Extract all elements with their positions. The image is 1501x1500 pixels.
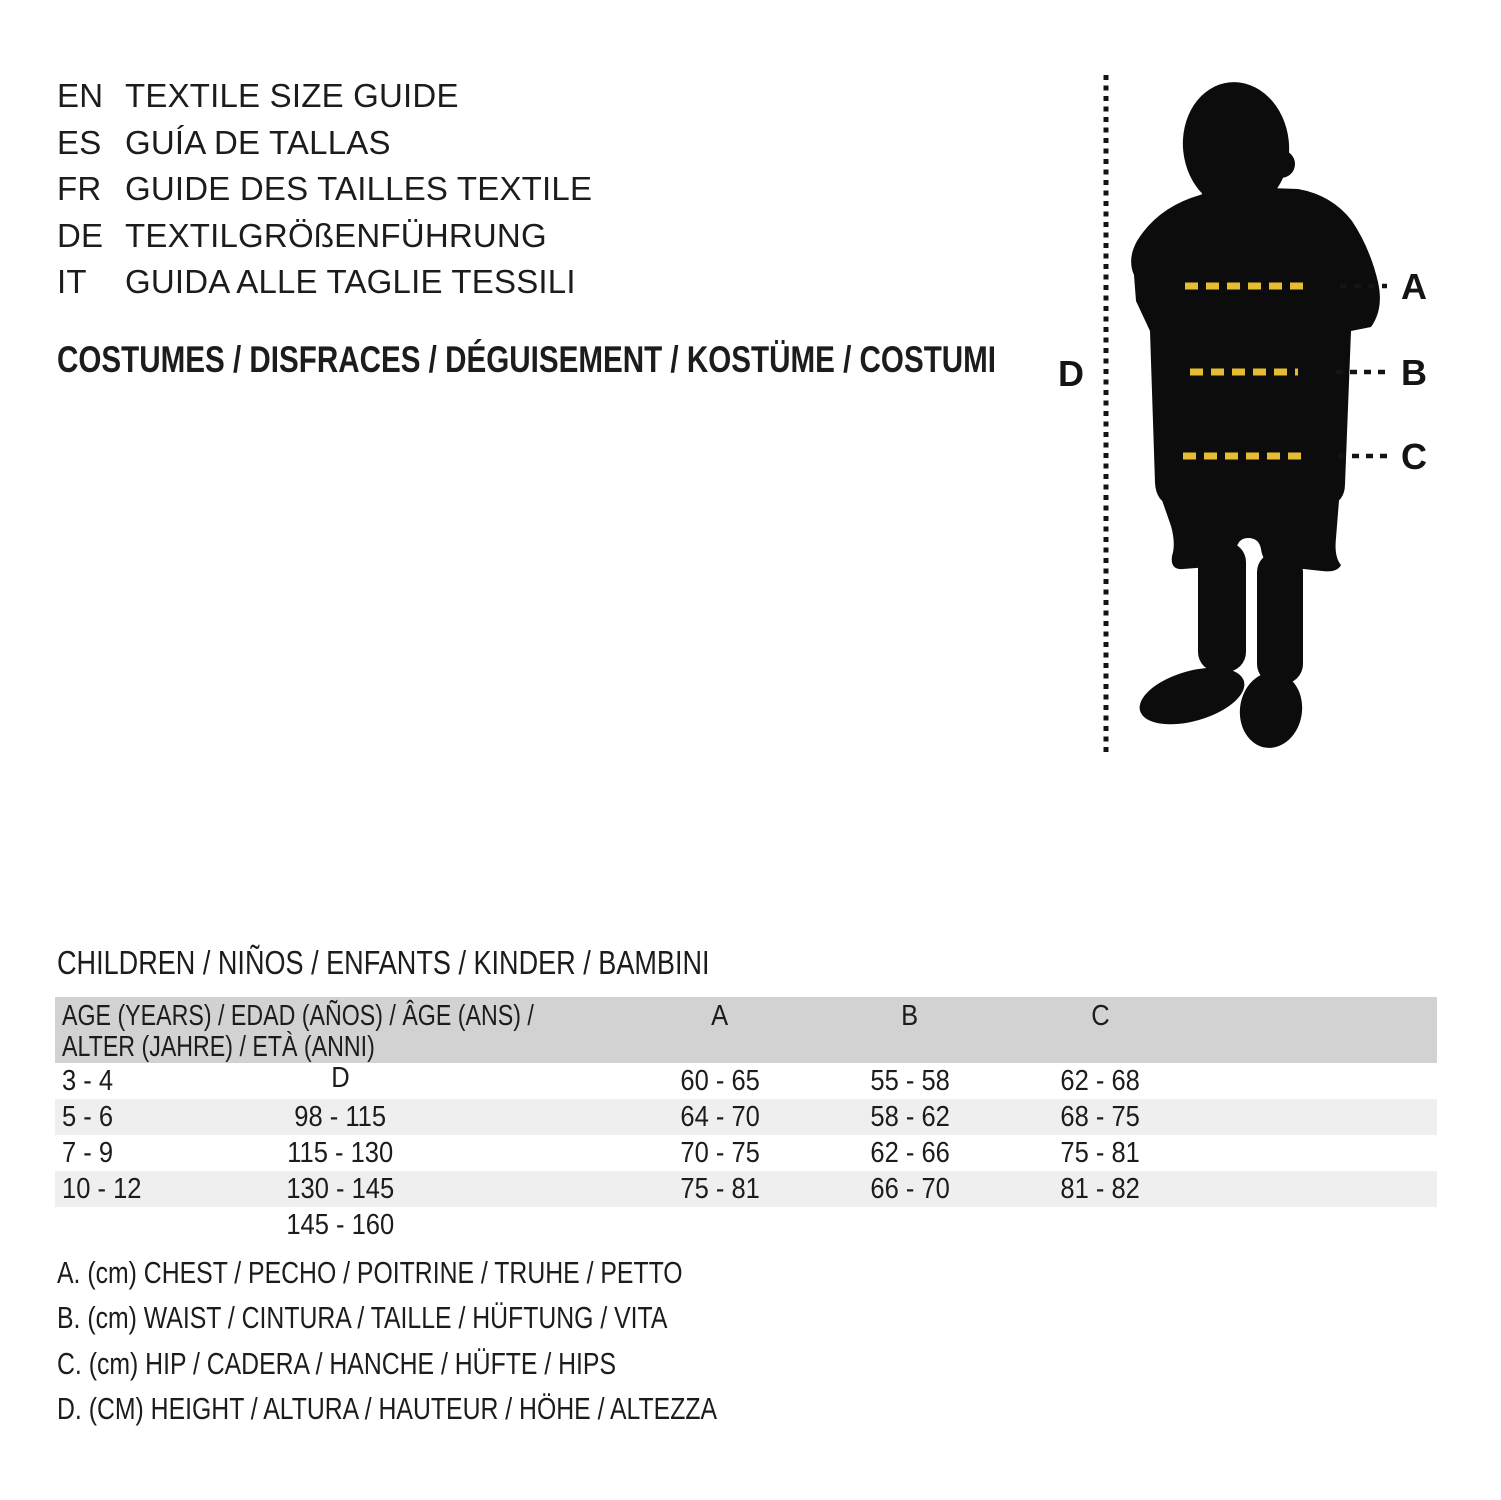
lang-label: TEXTILE SIZE GUIDE <box>125 77 459 115</box>
legend-item-chest <box>57 1250 882 1296</box>
column-header-a-text: A <box>711 1000 729 1032</box>
lang-code: FR <box>57 170 102 208</box>
waist-cell <box>815 1171 1005 1207</box>
waist-value: 62 - 66 <box>870 1137 950 1169</box>
age-value: 7 - 9 <box>62 1137 114 1169</box>
lang-label: TEXTILGRÖßENFÜHRUNG <box>125 216 547 254</box>
chest-cell <box>625 1099 815 1135</box>
marker-a-label: A <box>1401 266 1427 307</box>
category-title-text: COSTUMES / DISFRACES / DÉGUISEMENT / KOSTÜME / COSTUMI <box>57 339 997 380</box>
lang-label: GUIDA ALLE TAGLIE TESSILI <box>125 263 576 301</box>
children-size-table <box>55 997 1437 1241</box>
age-value: 3 - 4 <box>62 1065 114 1097</box>
column-header-b <box>815 1001 1005 1063</box>
lang-row-de <box>57 213 592 260</box>
legend-height-text: D. (CM) HEIGHT / ALTURA / HAUTEUR / HÖHE / ALTEZZA <box>57 1391 718 1427</box>
marker-c-label: C <box>1401 436 1427 477</box>
waist-cell <box>815 1099 1005 1135</box>
waist-value: 66 - 70 <box>870 1173 950 1205</box>
hip-cell <box>1005 1135 1195 1171</box>
hip-value: 75 - 81 <box>1060 1137 1140 1169</box>
hip-value: 81 - 82 <box>1060 1173 1140 1205</box>
lang-row-fr <box>57 166 592 213</box>
hip-value: 68 - 75 <box>1060 1101 1140 1133</box>
waist-cell <box>815 1135 1005 1171</box>
chest-value: 75 - 81 <box>680 1173 760 1205</box>
chest-value: 64 - 70 <box>680 1101 760 1133</box>
hip-cell <box>1005 1063 1195 1099</box>
table-row <box>55 1171 1437 1241</box>
height-value: 145 - 160 <box>286 1209 394 1241</box>
column-header-d-text: D <box>330 1062 350 1094</box>
chest-value: 60 - 65 <box>680 1065 760 1097</box>
column-header-c-text: C <box>1090 1000 1110 1032</box>
age-value: 10 - 12 <box>62 1173 142 1205</box>
lang-code: IT <box>57 263 87 301</box>
column-header-c <box>1005 1001 1195 1063</box>
child-silhouette-diagram <box>1040 60 1470 770</box>
children-section-title <box>57 944 853 982</box>
age-header-cell <box>55 1001 625 1063</box>
legend-item-height <box>57 1387 882 1433</box>
measurement-figure <box>1040 60 1470 770</box>
chest-value: 70 - 75 <box>680 1137 760 1169</box>
lang-label: GUÍA DE TALLAS <box>125 123 391 161</box>
hip-cell <box>1005 1099 1195 1135</box>
chest-cell <box>625 1063 815 1099</box>
waist-value: 58 - 62 <box>870 1101 950 1133</box>
height-value: 98 - 115 <box>294 1101 386 1133</box>
waist-value: 55 - 58 <box>870 1065 950 1097</box>
lang-label: GUIDE DES TAILLES TEXTILE <box>125 170 593 208</box>
age-header-line1: AGE (YEARS) / EDAD (AÑOS) / ÂGE (ANS) / <box>62 1000 534 1032</box>
legend-waist-text: B. (cm) WAIST / CINTURA / TAILLE / HÜFTUNG / VITA <box>57 1300 668 1336</box>
lang-code: DE <box>57 216 104 254</box>
marker-d-label: D <box>1058 353 1084 394</box>
children-section-title-text: CHILDREN / NIÑOS / ENFANTS / KINDER / BAMBINI <box>57 944 710 981</box>
age-value: 5 - 6 <box>62 1101 114 1133</box>
language-guide-list <box>57 73 592 306</box>
chest-cell <box>625 1135 815 1171</box>
lang-row-es <box>57 120 592 167</box>
age-header-line2: ALTER (JAHRE) / ETÀ (ANNI) <box>62 1031 375 1063</box>
legend-chest-text: A. (cm) CHEST / PECHO / POITRINE / TRUHE / PETTO <box>57 1254 683 1290</box>
column-header-a <box>625 1001 815 1063</box>
column-header-b-text: B <box>901 1000 919 1032</box>
hip-cell <box>1005 1171 1195 1207</box>
legend-hip-text: C. (cm) HIP / CADERA / HANCHE / HÜFTE / HIPS <box>57 1345 616 1381</box>
child-silhouette <box>1131 77 1380 752</box>
height-value: 115 - 130 <box>287 1137 393 1169</box>
hip-value: 62 - 68 <box>1060 1065 1140 1097</box>
height-cell <box>55 1207 625 1243</box>
legend-item-waist <box>57 1296 882 1342</box>
waist-cell <box>815 1063 1005 1099</box>
lang-code: EN <box>57 77 104 115</box>
lang-row-en <box>57 73 592 120</box>
lang-code: ES <box>57 123 102 161</box>
lang-row-it <box>57 259 592 306</box>
marker-b-label: B <box>1401 352 1427 393</box>
legend-item-hip <box>57 1341 882 1387</box>
chest-cell <box>625 1171 815 1207</box>
measurement-legend <box>57 1250 882 1432</box>
height-value: 130 - 145 <box>286 1173 394 1205</box>
